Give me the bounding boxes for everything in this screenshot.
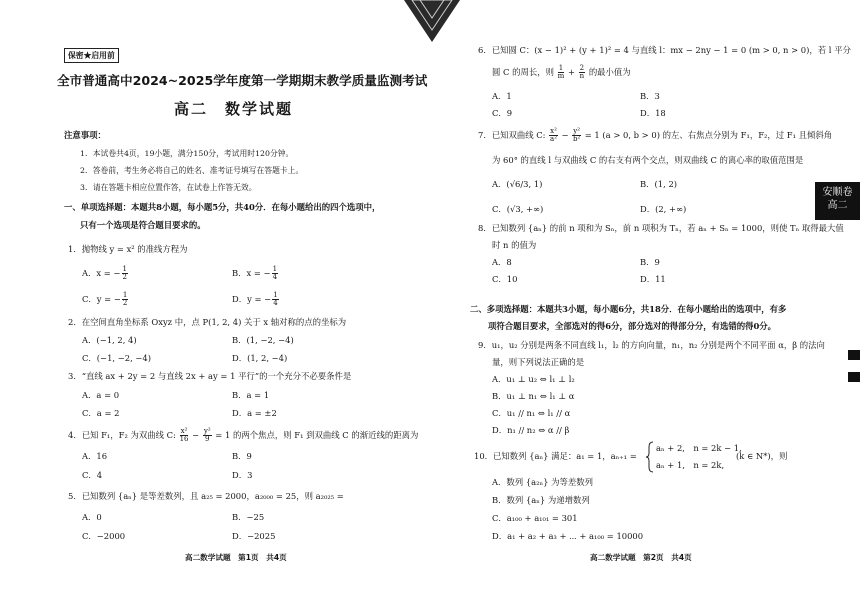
q5-option-a: A．0 <box>82 512 102 522</box>
registration-mark <box>848 350 860 360</box>
exam-title: 全市普通高中2024~2025学年度第一学期期末教学质量监测考试 <box>57 73 428 88</box>
note-item: 3．请在答题卡相应位置作答，在试卷上作答无效。 <box>80 183 257 192</box>
q10-case2: aₙ + 1, n = 2k, <box>656 460 725 470</box>
q4-stem: 4．已知 F₁，F₂ 为双曲线 C: $\frac{\text{x²}}{16}$ − $\frac{\text{y²}}{9}$ = 1 的两个焦点，则 F₁ 到双曲线 C 的渐近线的距离为 <box>68 427 419 443</box>
q6-option-b: B．3 <box>640 91 660 101</box>
section1-heading: 一、单项选择题：本题共8小题，每小题5分，共40分．在每小题给出的四个选项中， <box>64 202 381 212</box>
q8-line2: 时 n 的值为 <box>492 240 537 250</box>
q10-case1: aₙ + 2, n = 2k − 1, <box>656 443 742 453</box>
section1-heading-line2: 只有一个选项是符合题目要求的。 <box>80 220 206 230</box>
q6-option-a: A．1 <box>492 91 512 101</box>
q9-option-c: C．u₁ // n₁ ⇔ l₁ // α <box>492 408 571 418</box>
q5-option-c: C．−2000 <box>82 531 126 541</box>
confidential-badge: 保密★启用前 <box>64 48 119 63</box>
q9-option-d: D．n₁ // n₂ ⇔ α // β <box>492 425 570 435</box>
q10-option-c: C．a₁₀₀ + a₁₀₁ = 301 <box>492 513 578 523</box>
q3-option-d: D．a = ±2 <box>232 408 277 418</box>
q10-condition: (k ∈ N*)，则 <box>736 451 788 461</box>
footer-left: 高二数学试题 第1页 共4页 <box>185 553 287 562</box>
q7-option-c: C．(√3, +∞) <box>492 204 544 214</box>
q1-option-d: D．y = − $\frac{1}{4}$ <box>232 291 278 307</box>
q10-option-a: A．数列 {a₂ₙ} 为等差数列 <box>492 477 594 487</box>
q4-option-a: A．16 <box>82 451 108 461</box>
q5-option-d: D．−2025 <box>232 531 276 541</box>
q3-option-c: C．a = 2 <box>82 408 120 418</box>
q7-option-a: A．(√6/3, 1) <box>492 179 543 189</box>
notes-heading: 注意事项： <box>64 130 106 140</box>
q3-stem: 3．“直线 ax + 2y = 2 与直线 2x + ay = 1 平行”的一个充分不必要条件是 <box>68 371 352 381</box>
section2-heading: 二、多项选择题：本题共3小题，每小题6分，共18分．在每小题给出的选项中，有多 <box>470 304 787 314</box>
registration-mark <box>848 372 860 382</box>
q9-line2: 量，则下列说法正确的是 <box>492 357 585 367</box>
footer-right: 高二数学试题 第2页 共4页 <box>590 553 692 562</box>
top-triangle-decoration <box>402 0 462 44</box>
q9-option-a: A．u₁ ⊥ u₂ ⇔ l₁ ⊥ l₂ <box>492 374 575 384</box>
q9-line1: 9．u₁，u₂ 分别是两条不同直线 l₁，l₂ 的方向向量，n₁，n₂ 分别是两个不同平面 α，β 的法向 <box>478 340 825 350</box>
q10-option-b: B．数列 {aₙ} 为递增数列 <box>492 495 590 505</box>
q1-option-b: B．x = − $\frac{1}{4}$ <box>232 265 278 281</box>
q4-option-b: B．9 <box>232 451 252 461</box>
q10-option-d: D．a₁ + a₂ + a₃ + ⋯ + a₁₀₀ = 10000 <box>492 531 644 541</box>
q8-option-b: B．9 <box>640 257 660 267</box>
q9-option-b: B．u₁ ⊥ n₁ ⇔ l₁ ⊥ α <box>492 391 575 401</box>
q6-line2: 圆 C 的周长，则 $\frac{1}{m}$ + $\frac{2}{n}$ 的最小值为 <box>492 64 631 80</box>
note-item: 1．本试卷共4页，19小题，满分150分，考试用时120分钟。 <box>80 149 294 158</box>
q2-stem: 2．在空间直角坐标系 Oxyz 中，点 P(1, 2, 4) 关于 x 轴对称的点的坐标为 <box>68 317 347 327</box>
q7-line1: 7．已知双曲线 C: $\frac{\text{x²}}{\text{a²}}$ − $\frac{\text{y²}}{\text{b²}}$ = 1 (a > 0, b > 0) 的左、右焦点分别为 F₁，F₂，过 F₁ 且倾斜角 <box>478 127 833 143</box>
q3-option-a: A．a = 0 <box>82 390 120 400</box>
q1-option-c: C．y = − $\frac{1}{2}$ <box>82 291 128 307</box>
q2-option-c: C．(−1, −2, −4) <box>82 353 152 363</box>
q5-stem: 5．已知数列 {aₙ} 是等差数列，且 a₂₅ = 2000，a₂₀₀₀ = 25，则 a₂₀₂₅ = <box>68 491 344 501</box>
q6-line1: 6．已知圆 C：(x − 1)² + (y + 1)² = 4 与直线 l：mx − 2ny − 1 = 0 (m > 0, n > 0)，若 l 平分 <box>478 45 851 55</box>
q1-stem: 1．抛物线 y = x² 的准线方程为 <box>68 244 188 254</box>
side-tab <box>815 182 860 220</box>
q6-option-d: D．18 <box>640 108 666 118</box>
q4-option-c: C．4 <box>82 470 103 480</box>
section2-heading-line2: 项符合题目要求，全部选对的得6分，部分选对的得部分分，有选错的得0分。 <box>488 321 777 331</box>
q7-option-d: D．(2, +∞) <box>640 204 687 214</box>
q5-option-b: B．−25 <box>232 512 265 522</box>
q10-brace <box>646 441 654 473</box>
q8-line1: 8．已知数列 {aₙ} 的前 n 项和为 Sₙ，前 n 项积为 Tₙ，若 aₙ + Sₙ = 1000，则使 Tₙ 取得最大值 <box>478 223 844 233</box>
q6-option-c: C．9 <box>492 108 513 118</box>
q2-option-a: A．(−1, 2, 4) <box>82 335 137 345</box>
q7-line2: 为 60° 的直线 l 与双曲线 C 的右支有两个交点，则双曲线 C 的离心率的取值范围是 <box>492 155 804 165</box>
q2-option-d: D．(1, 2, −4) <box>232 353 288 363</box>
q7-option-b: B．(1, 2) <box>640 179 678 189</box>
q4-option-d: D．3 <box>232 470 253 480</box>
side-tab-line2: 高二 <box>827 200 848 211</box>
q10-stem: 10．已知数列 {aₙ} 满足：a₁ = 1，aₙ₊₁ = <box>474 451 637 461</box>
q8-option-c: C．10 <box>492 274 518 284</box>
q2-option-b: B．(1, −2, −4) <box>232 335 294 345</box>
q3-option-b: B．a = 1 <box>232 390 270 400</box>
note-item: 2．答卷前，考生务必将自己的姓名、准考证号填写在答题卡上。 <box>80 166 304 175</box>
q8-option-a: A．8 <box>492 257 512 267</box>
q8-option-d: D．11 <box>640 274 666 284</box>
side-tab-line1: 安顺卷 <box>822 187 853 198</box>
q1-option-a: A．x = − $\frac{1}{2}$ <box>82 265 127 281</box>
exam-subtitle: 高二 数学试题 <box>174 100 294 118</box>
